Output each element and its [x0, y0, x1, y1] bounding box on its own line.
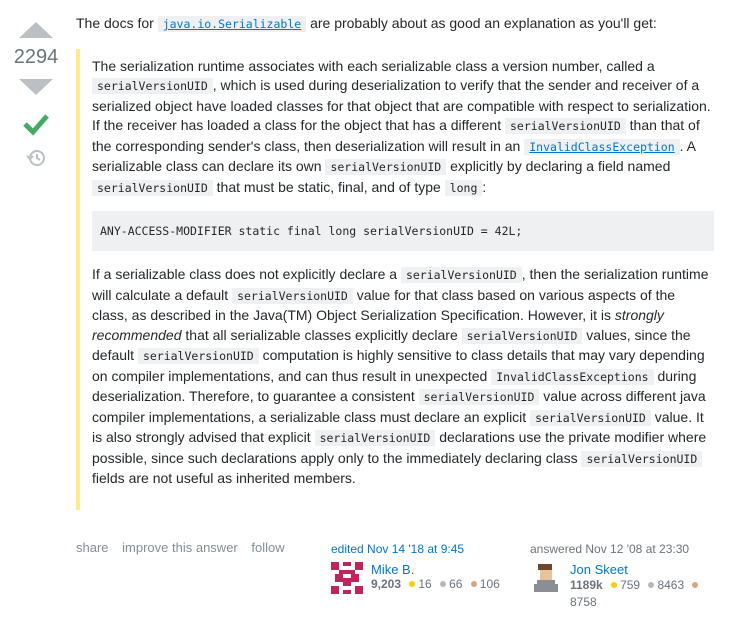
- text: during deserialization. Therefore, to guarantee a consistent: [92, 367, 697, 404]
- intro-text-end: are probably about as good an explanation as you'll get:: [306, 15, 657, 31]
- inline-code: serialVersionUID: [325, 159, 446, 175]
- inline-code: serialVersionUID: [92, 78, 213, 94]
- inline-code: serialVersionUID: [419, 389, 540, 405]
- inline-code: serialVersionUID: [92, 180, 213, 196]
- text: :: [482, 178, 487, 195]
- inline-code: serialVersionUID: [232, 288, 353, 304]
- text: fields are not useful as inherited members.: [92, 470, 356, 486]
- bronze-badge-icon: [471, 581, 477, 587]
- text: that all serializable classes explicitly declare: [181, 326, 462, 343]
- text: values, since the default: [92, 326, 691, 363]
- editor-signature: [331, 542, 500, 594]
- gold-badge-icon: [611, 582, 617, 588]
- downvote-button[interactable]: [19, 79, 53, 95]
- inline-code: long: [445, 180, 483, 196]
- edited-timestamp[interactable]: edited Nov 14 '18 at 9:45: [331, 542, 465, 556]
- intro-paragraph: [76, 14, 724, 35]
- inline-code: serialVersionUID: [315, 430, 436, 446]
- bronze-count: 8758: [570, 595, 597, 609]
- author-name[interactable]: Jon Skeet: [570, 562, 628, 577]
- answer-body: [76, 14, 724, 510]
- post-actions: [76, 540, 295, 555]
- share-link[interactable]: share: [76, 540, 109, 555]
- text: explicitly by declaring a field named: [446, 158, 671, 174]
- text: value. It is also strongly advised that explicit: [92, 408, 704, 445]
- avatar[interactable]: [530, 562, 562, 594]
- serializable-doc-link[interactable]: [158, 15, 306, 31]
- history-icon[interactable]: [25, 147, 47, 169]
- gold-count: 759: [620, 578, 641, 592]
- text: computation is highly sensitive to class details that may vary depending on compiler implementations, and can thus result in unexpected: [92, 347, 705, 384]
- link-code[interactable]: InvalidClassException: [524, 139, 679, 155]
- inline-code: serialVersionUID: [138, 348, 259, 364]
- text: If a serializable class does not explicitly declare a: [92, 266, 401, 282]
- silver-badge-icon: [440, 581, 446, 587]
- bronze-count: 106: [479, 577, 500, 591]
- inline-code: serialVersionUID: [530, 410, 651, 426]
- author-signature: [530, 542, 725, 611]
- improve-answer-link[interactable]: improve this answer: [122, 540, 238, 555]
- inline-code: serialVersionUID: [581, 451, 702, 467]
- inline-code: InvalidClassExceptions: [491, 369, 653, 385]
- vote-cell: [10, 22, 62, 169]
- gold-badge-icon: [409, 581, 415, 587]
- text: declarations use the private modifier where possible, since such declarations apply only to the immediately declaring class: [92, 429, 707, 466]
- accepted-check-icon: [22, 111, 50, 137]
- intro-text: The docs for: [76, 15, 158, 31]
- inline-code: serialVersionUID: [462, 328, 583, 344]
- quote-paragraph-1: [92, 57, 714, 199]
- code-block: ANY-ACCESS-MODIFIER static final long serialVersionUID = 42L;: [92, 211, 714, 251]
- inline-code: serialVersionUID: [401, 267, 522, 283]
- text: that must be static, final, and of type: [212, 178, 445, 195]
- answered-timestamp: answered Nov 12 '08 at 23:30: [530, 542, 690, 556]
- inline-code: serialVersionUID: [505, 118, 626, 134]
- bronze-badge-icon: [692, 582, 698, 588]
- emphasis: strongly recommended: [92, 307, 664, 343]
- follow-link[interactable]: follow: [251, 540, 285, 555]
- text: value across different java compiler implementations, a serializable class must declare an explicit: [92, 388, 706, 425]
- vote-count: 2294: [13, 46, 59, 68]
- link-code[interactable]: java.io.Serializable: [158, 16, 306, 32]
- text: value for that class based on various aspects of the class, as described in the Java(TM) Object Serialization Specification. However, it is: [92, 286, 676, 323]
- reputation: 1189k: [570, 578, 603, 592]
- editor-name[interactable]: Mike B.: [371, 562, 415, 577]
- text: The serialization runtime associates with each serializable class a version number, called a: [92, 57, 655, 74]
- upvote-button[interactable]: [19, 22, 53, 38]
- quote-paragraph-2: [92, 265, 714, 489]
- silver-count: 66: [449, 577, 463, 591]
- reputation: 9,203: [371, 577, 402, 591]
- blockquote: [76, 49, 724, 510]
- text: , which is used during deserialization to verify that the sender and receiver of a serialized object have loaded classes for that object that are compatible with respect to serialization. If the receiver has loaded a class for the object that has a different: [92, 77, 711, 133]
- avatar[interactable]: [331, 562, 363, 594]
- invalidclassexception-link[interactable]: [524, 138, 679, 154]
- text: than that of the corresponding sender's class, then deserialization will result in an: [92, 117, 700, 154]
- silver-count: 8463: [657, 578, 685, 592]
- text: , then the serialization runtime will calculate a default: [92, 266, 709, 303]
- silver-badge-icon: [648, 582, 654, 588]
- gold-count: 16: [418, 577, 432, 591]
- text: . A serializable class can declare its own: [92, 137, 696, 174]
